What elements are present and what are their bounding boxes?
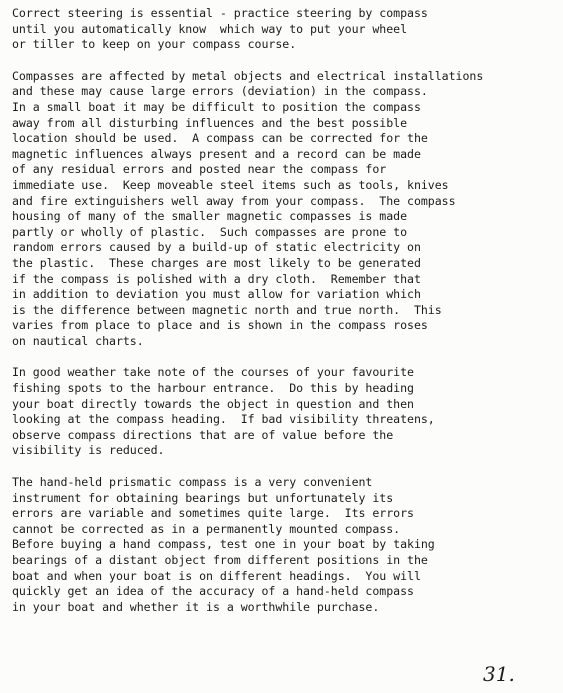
text-line: or tiller to keep on your compass course. — [12, 37, 297, 52]
text-line: The hand-held prismatic compass is a very convenient — [12, 475, 373, 490]
paragraph-3 — [12, 365, 557, 459]
text-line: your boat directly towards the object in question and then — [12, 396, 414, 411]
text-line: quickly get an idea of the accuracy of a hand-held compass — [12, 584, 414, 599]
text-line: In a small boat it may be difficult to position the compass — [12, 99, 421, 114]
text-line: errors are variable and sometimes quite large. Its errors — [12, 506, 414, 521]
text-line: and fire extinguishers well away from your compass. The compass — [12, 193, 456, 208]
text-line: partly or wholly of plastic. Such compasses are prone to — [12, 224, 408, 239]
text-line: on nautical charts. — [12, 333, 144, 348]
text-line: random errors caused by a build-up of static electricity on — [12, 240, 421, 255]
text-line: Compasses are affected by metal objects and electrical installations — [12, 68, 484, 83]
paragraph-1 — [12, 6, 557, 53]
text-line: if the compass is polished with a dry cloth. Remember that — [12, 271, 421, 286]
text-line: magnetic influences always present and a record can be made — [12, 146, 421, 161]
text-line: immediate use. Keep moveable steel items such as tools, knives — [12, 177, 449, 192]
text-line: cannot be corrected as in a permanently mounted compass. — [12, 521, 401, 536]
text-line: housing of many of the smaller magnetic compasses is made — [12, 209, 408, 224]
text-line: away from all disturbing influences and the best possible — [12, 115, 408, 130]
text-line: and these may cause large errors (deviation) in the compass. — [12, 84, 428, 99]
text-line: in addition to deviation you must allow for variation which — [12, 287, 421, 302]
text-line: instrument for obtaining bearings but unfortunately its — [12, 490, 394, 505]
body-text — [12, 6, 557, 631]
text-line: location should be used. A compass can be corrected for the — [12, 131, 428, 146]
text-line: Before buying a hand compass, test one in your boat by taking — [12, 537, 435, 552]
text-line: the plastic. These charges are most likely to be generated — [12, 255, 421, 270]
text-line: bearings of a distant object from different positions in the — [12, 553, 428, 567]
text-line: varies from place to place and is shown in the compass roses — [12, 318, 428, 333]
text-line: of any residual errors and posted near the compass for — [12, 162, 387, 177]
text-line: is the difference between magnetic north and true north. This — [12, 302, 442, 317]
text-line: until you automatically know which way to put your wheel — [12, 21, 408, 36]
text-line: boat and when your boat is on different headings. You will — [12, 568, 421, 583]
text-line: In good weather take note of the courses of your favourite — [12, 365, 414, 380]
paragraph-2 — [12, 69, 557, 350]
paragraph-4 — [12, 475, 557, 615]
text-line: looking at the compass heading. If bad visibility threatens, — [12, 412, 435, 427]
text-line: fishing spots to the harbour entrance. Do this by heading — [12, 381, 414, 396]
page-number: 31. — [483, 662, 515, 686]
text-line: Correct steering is essential - practice steering by compass — [12, 6, 428, 20]
text-line: in your boat and whether it is a worthwhile purchase. — [12, 599, 380, 614]
text-line: visibility is reduced. — [12, 443, 165, 458]
text-line: observe compass directions that are of value before the — [12, 427, 394, 442]
